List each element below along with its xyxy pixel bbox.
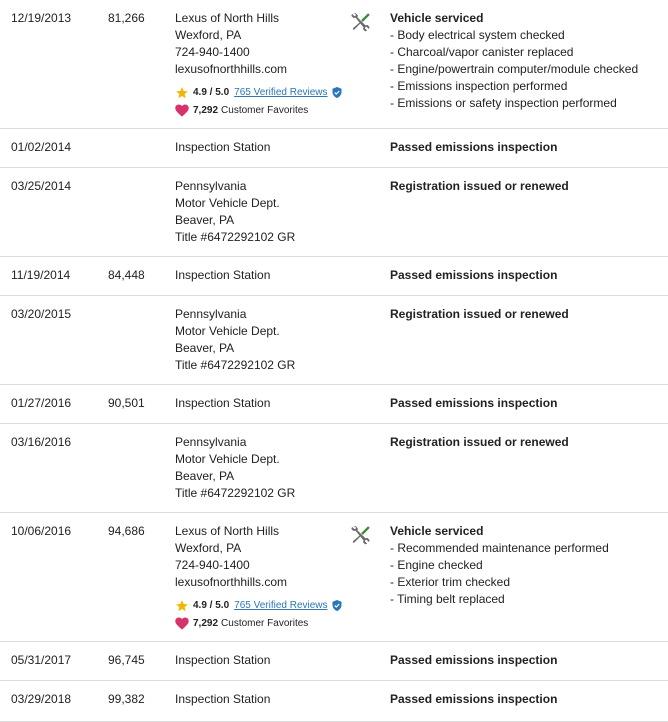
favorites-count: 7,292 [193, 618, 219, 629]
record-date: 11/19/2014 [11, 268, 71, 282]
event-title: Vehicle serviced [390, 524, 484, 538]
star-icon [175, 86, 189, 100]
source-line: Pennsylvania [175, 179, 247, 193]
odometer-reading: 94,686 [108, 524, 145, 538]
event-title: Vehicle serviced [390, 11, 484, 25]
source-line: Title #6472292102 GR [175, 486, 296, 500]
source-line: Lexus of North Hills [175, 11, 280, 25]
dealer-rating [175, 597, 342, 614]
event-title: Registration issued or renewed [390, 435, 569, 449]
source-line: Motor Vehicle Dept. [175, 196, 280, 210]
event-detail: - Engine checked [390, 558, 483, 572]
source-line[interactable]: lexusofnorthhills.com [175, 62, 288, 76]
customer-favorites [175, 102, 342, 119]
source-line: Title #6472292102 GR [175, 230, 296, 244]
event-detail: - Timing belt replaced [390, 592, 505, 606]
history-row [0, 513, 668, 642]
verified-reviews-link[interactable]: 765 Verified Reviews [234, 87, 328, 98]
favorites-count: 7,292 [193, 105, 219, 116]
verified-reviews-link[interactable]: 765 Verified Reviews [234, 600, 328, 611]
source-line: Pennsylvania [175, 307, 247, 321]
record-details [390, 434, 569, 451]
rating-score: 4.9 / 5.0 [193, 600, 230, 611]
source-line[interactable]: lexusofnorthhills.com [175, 575, 288, 589]
record-details [390, 267, 557, 284]
record-details [390, 139, 557, 156]
record-details [390, 523, 609, 608]
source-line: Motor Vehicle Dept. [175, 452, 280, 466]
history-row [0, 257, 668, 296]
record-source [175, 652, 270, 669]
source-line: 724-940-1400 [175, 45, 250, 59]
odometer-reading: 99,382 [108, 692, 145, 706]
record-date: 01/27/2016 [11, 396, 72, 410]
star-icon [175, 599, 189, 613]
event-title: Passed emissions inspection [390, 692, 558, 706]
record-details [390, 652, 557, 669]
event-title: Passed emissions inspection [390, 653, 558, 667]
source-line: Pennsylvania [175, 435, 247, 449]
record-source [175, 691, 270, 708]
source-line: 724-940-1400 [175, 558, 250, 572]
odometer-reading: 90,501 [108, 396, 145, 410]
record-date: 03/25/2014 [11, 179, 72, 193]
event-detail: - Charcoal/vapor canister replaced [390, 45, 574, 59]
history-row [0, 424, 668, 513]
record-details [390, 306, 569, 323]
record-source [175, 306, 295, 374]
record-date: 03/16/2016 [11, 435, 72, 449]
event-title: Registration issued or renewed [390, 179, 569, 193]
history-row [0, 681, 668, 722]
record-details [390, 691, 557, 708]
source-line: Wexford, PA [175, 28, 242, 42]
odometer-reading: 96,745 [108, 653, 145, 667]
event-detail: - Recommended maintenance performed [390, 541, 609, 555]
source-line: Beaver, PA [175, 341, 235, 355]
odometer-reading: 81,266 [108, 11, 145, 25]
heart-icon [175, 617, 189, 630]
source-line: Inspection Station [175, 692, 271, 706]
event-title: Registration issued or renewed [390, 307, 569, 321]
source-line: Title #6472292102 GR [175, 358, 296, 372]
record-date: 05/31/2017 [11, 653, 72, 667]
wrench-screwdriver-icon [351, 525, 371, 550]
history-row [0, 385, 668, 424]
event-detail: - Engine/powertrain computer/module checked [390, 62, 639, 76]
source-line: Inspection Station [175, 268, 271, 282]
heart-icon [175, 104, 189, 117]
record-details [390, 10, 638, 112]
source-line: Inspection Station [175, 396, 271, 410]
favorites-label: Customer Favorites [221, 105, 309, 116]
event-detail: - Emissions inspection performed [390, 79, 568, 93]
event-title: Passed emissions inspection [390, 140, 558, 154]
odometer-reading: 84,448 [108, 268, 145, 282]
record-source [175, 139, 270, 156]
rating-score: 4.9 / 5.0 [193, 87, 230, 98]
history-row [0, 296, 668, 385]
record-date: 03/29/2018 [11, 692, 72, 706]
record-details [390, 395, 557, 412]
record-source [175, 10, 342, 119]
source-line: Lexus of North Hills [175, 524, 280, 538]
source-line: Inspection Station [175, 653, 271, 667]
source-line: Inspection Station [175, 140, 271, 154]
source-line: Wexford, PA [175, 541, 242, 555]
source-line: Beaver, PA [175, 469, 235, 483]
record-source [175, 523, 342, 632]
record-date: 10/06/2016 [11, 524, 72, 538]
record-date: 12/19/2013 [11, 11, 72, 25]
event-detail: - Exterior trim checked [390, 575, 511, 589]
record-source [175, 178, 295, 246]
record-source [175, 395, 270, 412]
history-row [0, 168, 668, 257]
dealer-rating [175, 84, 342, 101]
verified-badge-icon [332, 600, 342, 611]
event-detail: - Emissions or safety inspection performed [390, 96, 617, 110]
record-details [390, 178, 569, 195]
record-source [175, 434, 295, 502]
source-line: Beaver, PA [175, 213, 235, 227]
source-line: Motor Vehicle Dept. [175, 324, 280, 338]
customer-favorites [175, 615, 342, 632]
verified-badge-icon [332, 87, 342, 98]
history-row [0, 0, 668, 129]
favorites-label: Customer Favorites [221, 618, 309, 629]
record-date: 03/20/2015 [11, 307, 72, 321]
history-row [0, 642, 668, 681]
event-title: Passed emissions inspection [390, 396, 558, 410]
event-title: Passed emissions inspection [390, 268, 558, 282]
event-detail: - Body electrical system checked [390, 28, 565, 42]
record-date: 01/02/2014 [11, 140, 72, 154]
record-source [175, 267, 270, 284]
history-row [0, 129, 668, 168]
wrench-screwdriver-icon [351, 12, 371, 37]
